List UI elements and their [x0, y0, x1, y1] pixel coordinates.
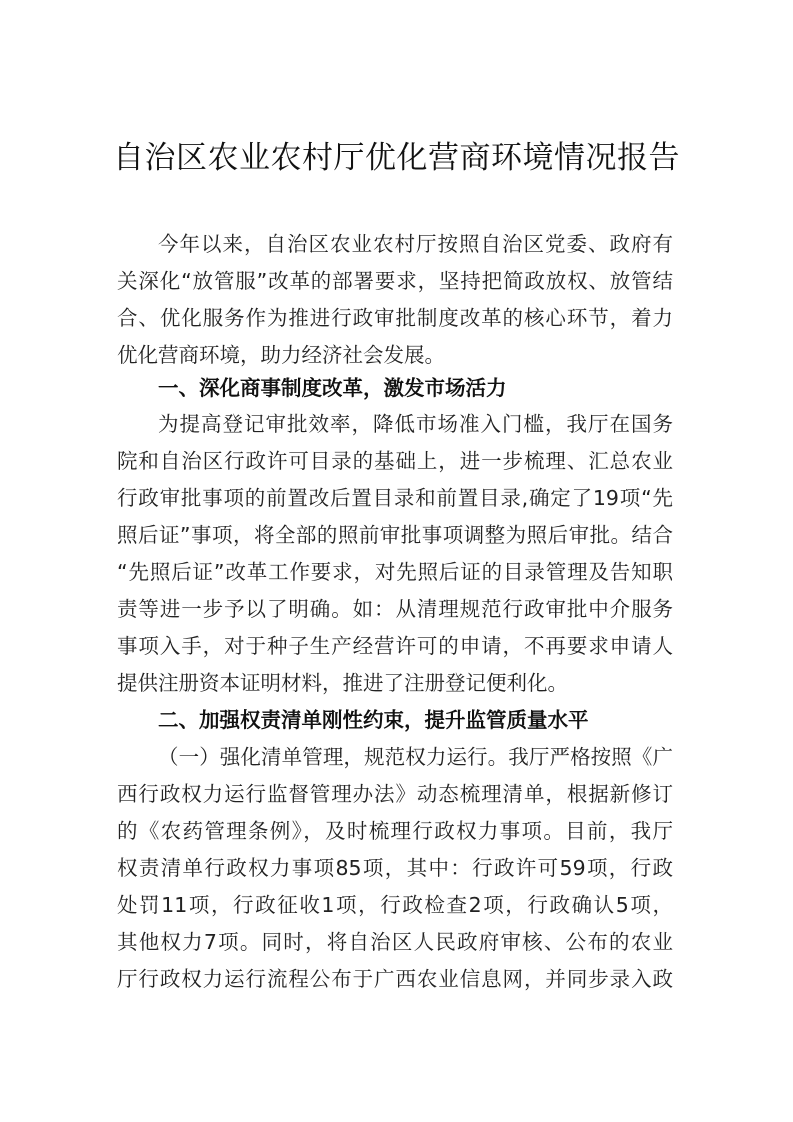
intro-line: 优化营商环境，助力经济社会发展。 [117, 343, 445, 367]
section2-line: 处罚11项，行政征收1项，行政检查2项，行政确认5项， [117, 893, 673, 917]
section1-line: 为提高登记审批效率，降低市场准入门槛，我厅在国务 [158, 412, 673, 436]
section2-line: 权责清单行政权力事项85项，其中：行政许可59项，行政 [117, 856, 673, 880]
section1-line: 责等进一步予以了明确。如：从清理规范行政审批中介服务 [117, 597, 673, 621]
intro-line: 关深化“放管服”改革的部署要求，坚持把简政放权、放管结 [117, 269, 673, 293]
section1-line: 提供注册资本证明材料，推进了注册登记便利化。 [117, 671, 568, 695]
section2-line: 西行政权力运行监督管理办法》动态梳理清单，根据新修订 [117, 782, 673, 806]
section2-line: 的《农药管理条例》，及时梳理行政权力事项。目前，我厅 [117, 819, 673, 843]
document-title: 自治区农业农村厅优化营商环境情况报告 [113, 140, 680, 176]
section1-line: 事项入手，对于种子生产经营许可的申请，不再要求申请人 [117, 634, 673, 658]
section2-line: 厅行政权力运行流程公布于广西农业信息网，并同步录入政 [117, 967, 673, 991]
section2-line: 其他权力7项。同时，将自治区人民政府审核、公布的农业 [117, 930, 673, 954]
section1-line: 照后证”事项，将全部的照前审批事项调整为照后审批。结合 [117, 523, 673, 547]
section1-line: “先照后证”改革工作要求，对先照后证的目录管理及告知职 [117, 560, 673, 584]
section1-heading: 一、深化商事制度改革，激发市场活力 [158, 376, 507, 400]
section1-line: 院和自治区行政许可目录的基础上，进一步梳理、汇总农业 [117, 449, 673, 473]
section2-heading: 二、加强权责清单刚性约束，提升监管质量水平 [158, 708, 589, 732]
intro-line: 合、优化服务作为推进行政审批制度改革的核心环节，着力 [117, 306, 673, 330]
section1-line: 行政审批事项的前置改后置目录和前置目录,确定了19项“先 [117, 486, 673, 510]
section2-line: （一）强化清单管理，规范权力运行。我厅严格按照《广 [158, 745, 673, 769]
intro-line: 今年以来，自治区农业农村厅按照自治区党委、政府有 [158, 232, 673, 256]
